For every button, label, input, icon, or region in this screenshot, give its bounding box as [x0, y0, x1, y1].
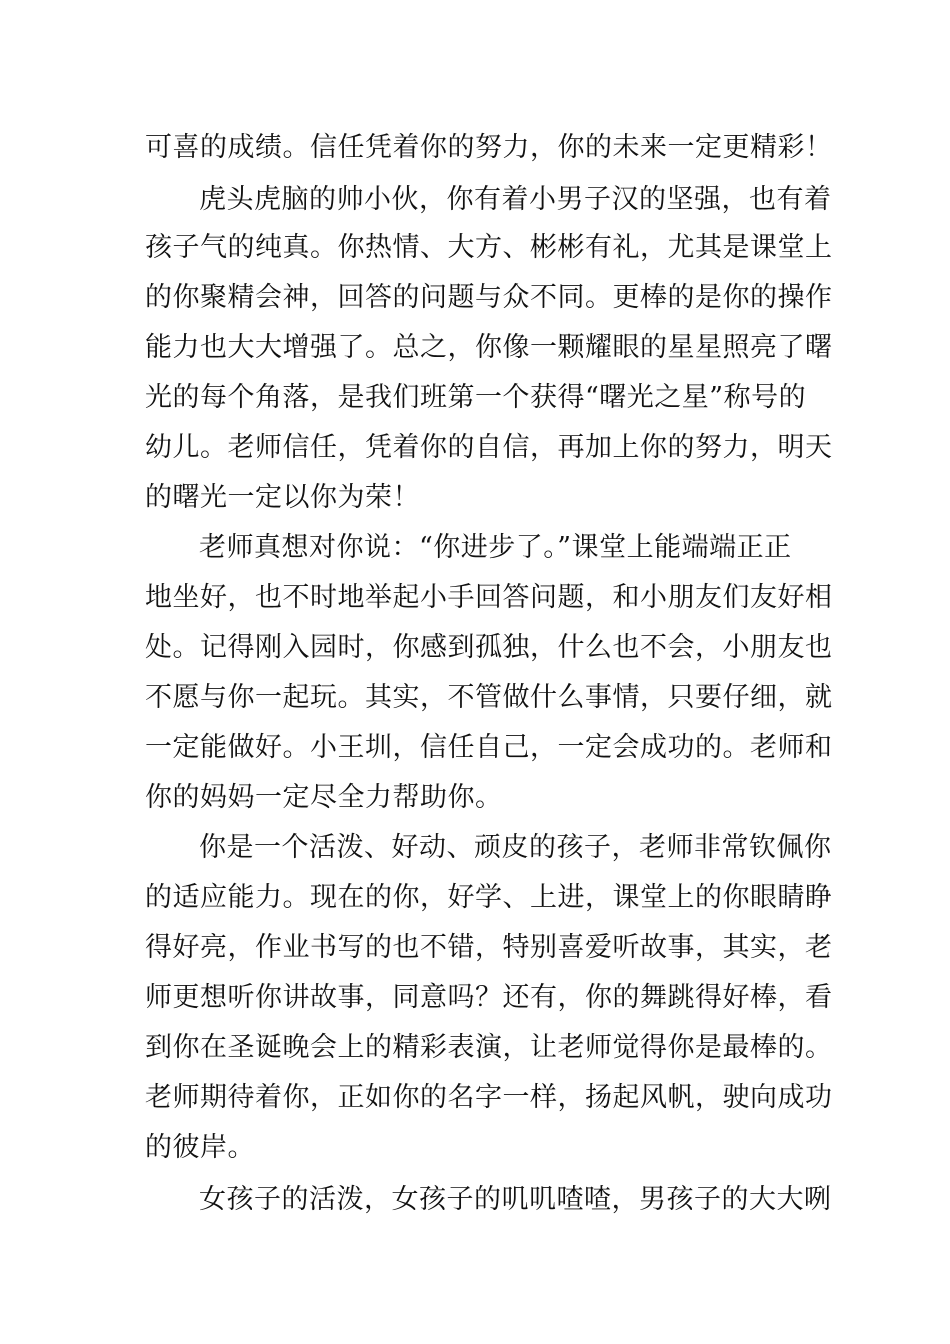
text-line: 不愿与你一起玩。其实，不管做什么事情，只要仔细，就 — [145, 682, 833, 713]
text-line: 得好亮，作业书写的也不错，特别喜爱听故事，其实，老 — [145, 932, 833, 963]
text-line: 幼儿。老师信任，凭着你的自信，再加上你的努力，明天 — [145, 432, 833, 463]
paragraph-start-line: 女孩子的活泼，女孩子的叽叽喳喳，男孩子的大大咧 — [199, 1184, 832, 1215]
text-line: 的适应能力。现在的你，好学、上进，课堂上的你眼睛睁 — [145, 882, 833, 913]
text-line: 一定能做好。小王圳，信任自己，一定会成功的。老师和 — [145, 732, 833, 763]
paragraph-start-line: 你是一个活泼、好动、顽皮的孩子，老师非常钦佩你 — [199, 832, 832, 863]
text-line: 师更想听你讲故事，同意吗？还有，你的舞跳得好棒，看 — [145, 982, 833, 1013]
text-line: 的曙光一定以你为荣！ — [145, 482, 420, 513]
paragraph-start-line: 虎头虎脑的帅小伙，你有着小男子汉的坚强，也有着 — [199, 184, 832, 215]
text-line: 处。记得刚入园时，你感到孤独，什么也不会，小朋友也 — [145, 632, 833, 663]
text-line: 的你聚精会神，回答的问题与众不同。更棒的是你的操作 — [145, 282, 833, 313]
text-line: 的彼岸。 — [145, 1132, 255, 1163]
text-line: 到你在圣诞晚会上的精彩表演，让老师觉得你是最棒的。 — [145, 1032, 833, 1063]
text-line: 你的妈妈一定尽全力帮助你。 — [145, 782, 503, 813]
text-line: 光的每个角落，是我们班第一个获得“曙光之星”称号的 — [145, 382, 807, 413]
text-line: 能力也大大增强了。总之，你像一颗耀眼的星星照亮了曙 — [145, 332, 833, 363]
text-line: 孩子气的纯真。你热情、大方、彬彬有礼，尤其是课堂上 — [145, 232, 833, 263]
text-line: 可喜的成绩。信任凭着你的努力，你的未来一定更精彩！ — [145, 132, 833, 163]
text-line: 老师期待着你，正如你的名字一样，扬起风帆，驶向成功 — [145, 1082, 833, 1113]
text-line: 地坐好，也不时地举起小手回答问题，和小朋友们友好相 — [145, 582, 833, 613]
paragraph-start-line: 老师真想对你说：“你进步了。”课堂上能端端正正 — [199, 532, 792, 563]
